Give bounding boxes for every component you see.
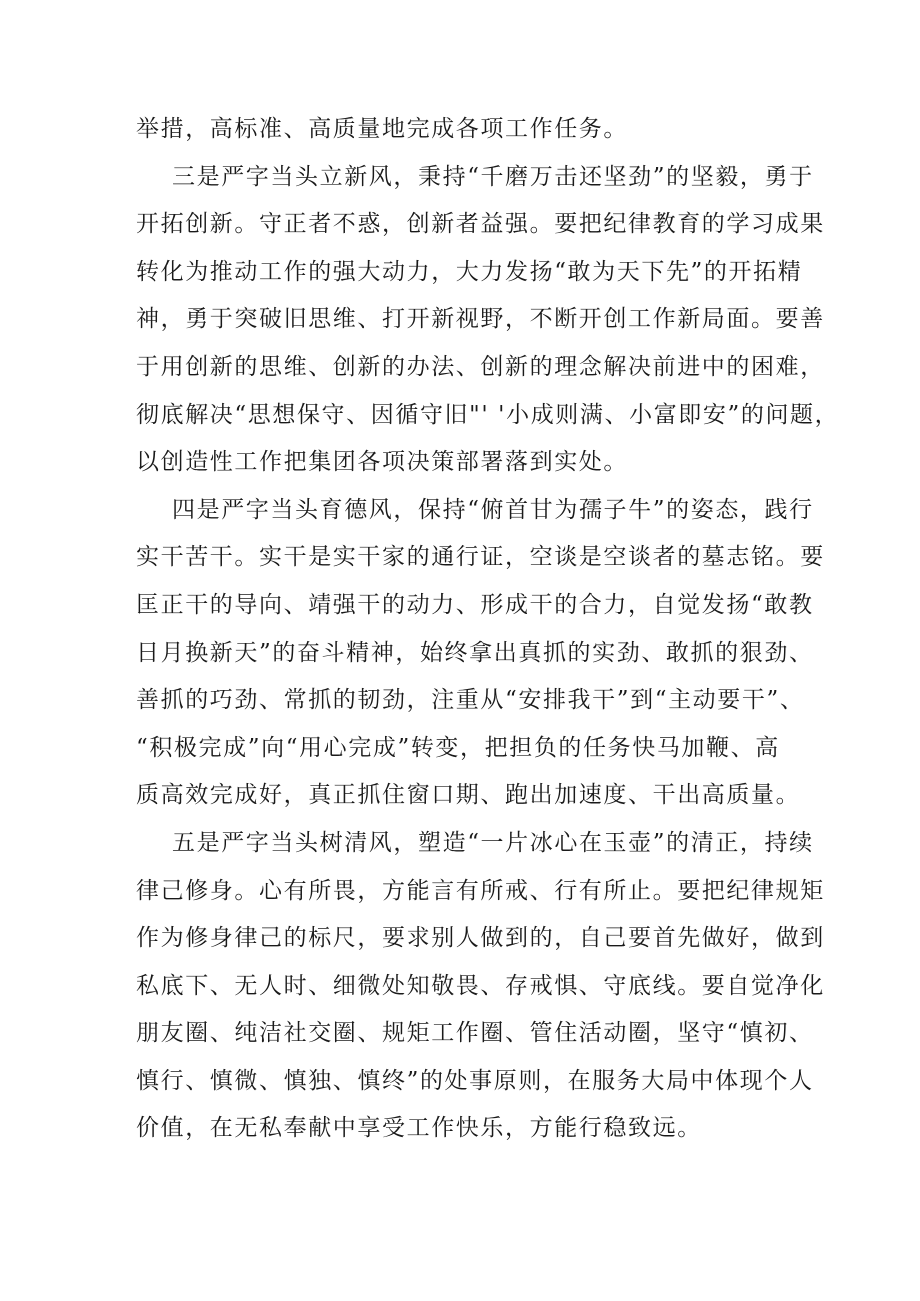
- text-line: 五是严字当头树清风，塑造“一片冰心在玉壶”的清正，持续: [172, 829, 814, 856]
- text-line: 善抓的巧劲、常抓的韧劲，注重从“安排我干”到“主动要干”、: [136, 687, 805, 714]
- text-line: 日月换新天”的奋斗精神，始终拿出真抓的实劲、敢抓的狠劲、: [136, 639, 814, 666]
- paragraph-point-four: [136, 487, 825, 820]
- text-line: 实干苦干。实干是实干家的通行证，空谈是空谈者的墓志铭。要: [136, 544, 825, 571]
- text-line: 开拓创新。守正者不惑，创新者益强。要把纪律教育的学习成果: [136, 211, 825, 238]
- text-line: 神，勇于突破旧思维、打开新视野，不断开创工作新局面。要善: [136, 306, 825, 333]
- paragraph-point-three: [136, 154, 840, 487]
- text-line: 于用创新的思维、创新的办法、创新的理念解决前进中的困难，: [136, 353, 825, 380]
- text-line: 匡正干的导向、靖强干的动力、形成干的合力，自觉发扬“敢教: [136, 591, 814, 618]
- text-line: 转化为推动工作的强大动力，大力发扬“敢为天下先”的开拓精: [136, 258, 803, 285]
- text-line: 彻底解决“思想保守、因循守旧"' '小成则满、小富即安”的问题，: [136, 401, 840, 428]
- text-line: 作为修身律己的标尺，要求别人做到的，自己要首先做好，做到: [136, 925, 825, 952]
- text-line: 价值，在无私奉献中享受工作快乐，方能行稳致远。: [136, 1115, 702, 1142]
- text-line: “积极完成”向“用心完成”转变，把担负的任务快马加鞭、高: [136, 734, 780, 761]
- text-line: 质高效完成好，真正抓住窗口期、跑出加速度、干出高质量。: [136, 782, 801, 809]
- text-line: 慎行、慎微、慎独、慎终”的处事原则，在服务大局中体现个人: [136, 1067, 814, 1094]
- document-body: [136, 106, 840, 1153]
- text-line: 四是严字当头育德风，保持“俯首甘为孺子牛”的姿态，践行: [172, 496, 814, 523]
- text-line: 律己修身。心有所畏，方能言有所戒、行有所止。要把纪律规矩: [136, 877, 825, 904]
- text-line: 举措，高标准、高质量地完成各项工作任务。: [136, 116, 628, 142]
- text-line: 以创造性工作把集团各项决策部署落到实处。: [136, 449, 628, 476]
- paragraph-continuation: [136, 106, 796, 154]
- paragraph-point-five: [136, 820, 825, 1153]
- text-line: 三是严字当头立新风，秉持“千磨万击还坚劲”的坚毅，勇于: [172, 163, 814, 190]
- text-line: 朋友圈、纯洁社交圈、规矩工作圈、管住活动圈，坚守“慎初、: [136, 1020, 814, 1047]
- text-line: 私底下、无人时、细微处知敬畏、存戒惧、守底线。要自觉净化: [136, 972, 825, 999]
